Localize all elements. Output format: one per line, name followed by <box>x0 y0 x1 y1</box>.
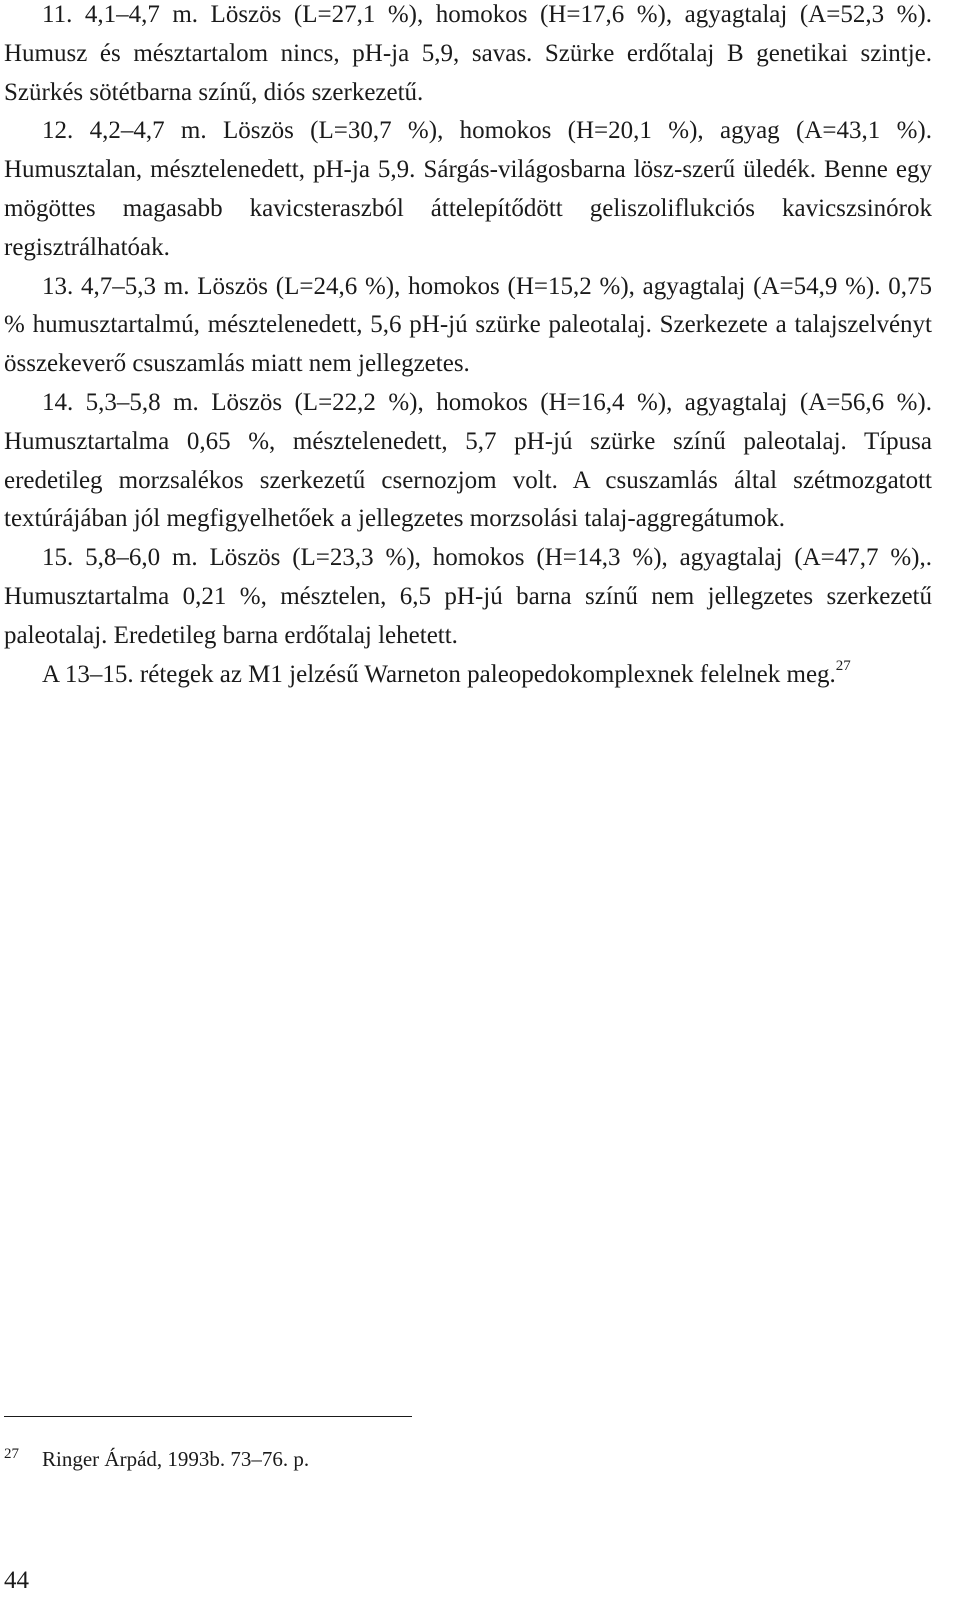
paragraph-layer-11: 11. 4,1–4,7 m. Löszös (L=27,1 %), homokos (H=17,6 %), agyagtalaj (A=52,3 %). Humusz és mésztartalom nincs, pH-ja 5,9, savas. Szürke erdőtalaj B genetikai szintje. Szürkés sötétbarna színű, diós szerkezetű. <box>4 1 932 106</box>
footnote-text: Ringer Árpád, 1993b. 73–76. p. <box>42 1447 310 1471</box>
footnote-separator <box>4 1416 412 1417</box>
paragraph-layer-15: 15. 5,8–6,0 m. Löszös (L=23,3 %), homokos (H=14,3 %), agyagtalaj (A=47,7 %),. Humusztartalma 0,21 %, mésztelen, 6,5 pH-jú barna színű nem jellegzetes szerkezetű paleotalaj. Eredetileg barna erdőtalaj lehetett. <box>4 544 932 649</box>
paragraph-layer-12: 12. 4,2–4,7 m. Löszös (L=30,7 %), homokos (H=20,1 %), agyag (A=43,1 %). Humusztalan, mésztelenedett, pH-ja 5,9. Sárgás-világosbarna lösz-szerű üledék. Benne egy mögöttes magasabb kavicsteraszból áttelepítődött geliszoliflukciós kavicszsinórok regisztrálhatóak. <box>4 117 932 261</box>
footnote: 27 Ringer Árpád, 1993b. 73–76. p. <box>4 1446 310 1471</box>
paragraph-layer-14: 14. 5,3–5,8 m. Löszös (L=22,2 %), homokos (H=16,4 %), agyagtalaj (A=56,6 %). Humusztartalma 0,65 %, mésztelenedett, 5,7 pH-jú szürke színű paleotalaj. Típusa eredetileg morzsalékos szerkezetű csernozjom volt. A csuszamlás által szétmozgatott textúrájában jól megfigyelhetőek a jellegzetes morzsolási talaj-aggregátumok. <box>4 388 932 533</box>
summary-text: A 13–15. rétegek az M1 jelzésű Warneton paleopedokomplexnek felelnek meg. <box>42 660 836 688</box>
body-text <box>4 0 932 694</box>
footnote-reference[interactable]: 27 <box>835 658 851 675</box>
paragraph-summary <box>4 656 932 695</box>
page-number: 44 <box>4 1567 29 1594</box>
paragraph-layer-13: 13. 4,7–5,3 m. Löszös (L=24,6 %), homokos (H=15,2 %), agyagtalaj (A=54,9 %). 0,75 % humusztartalmú, mésztelenedett, 5,6 pH-jú szürke paleotalaj. Szerkezete a talajszelvényt összekeverő csuszamlás miatt nem jellegzetes. <box>4 272 932 378</box>
document-page <box>4 0 932 1613</box>
